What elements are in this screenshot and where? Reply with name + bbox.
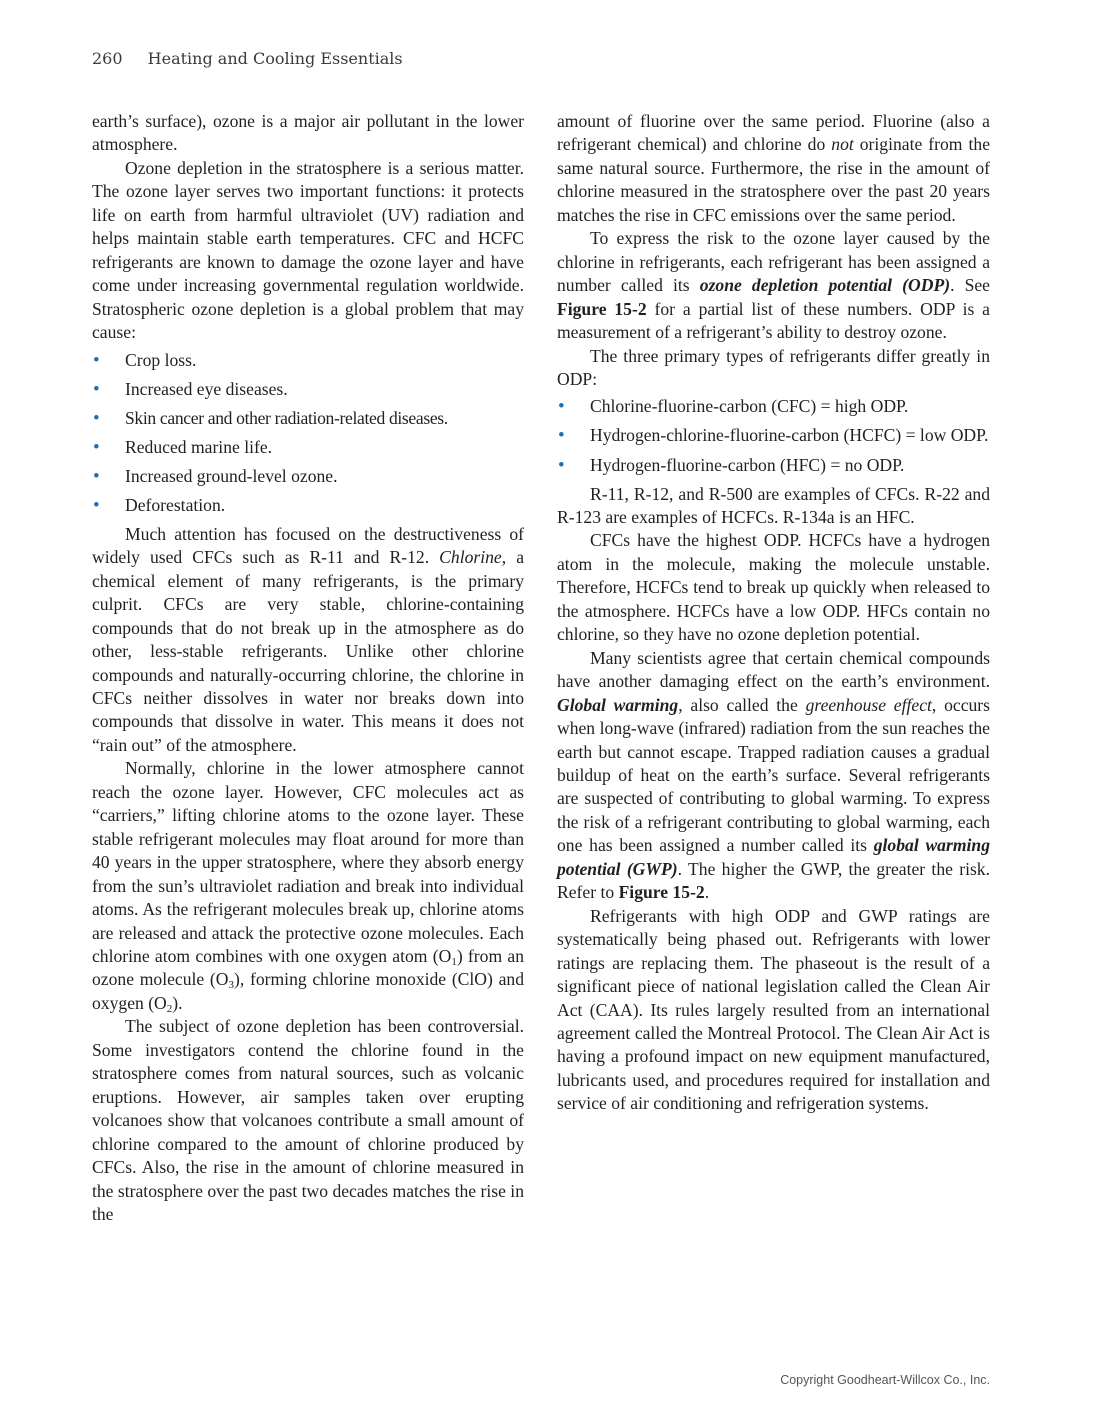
refrigerant-types-list (557, 395, 990, 477)
list-item: • Deforestation. (92, 494, 524, 517)
right-paragraph-4: R-11, R-12, and R-500 are examples of CFCs. R-22 and R-123 are examples of HCFCs. R-134a is an HFC. (557, 483, 990, 528)
global-warming-term: Global warming (557, 694, 679, 715)
list-item: • Hydrogen-chlorine-fluorine-carbon (HCFC) = low ODP. (557, 424, 990, 447)
right-paragraph-5: CFCs have the highest ODP. HCFCs have a hydrogen atom in the molecule, making the molecule unstable. Therefore, HCFCs tend to break up quickly when released to the atmosphere. HCFCs have a low ODP. HFCs contain no chlorine, so they have no ozone depletion potential. (557, 530, 990, 645)
left-column (92, 110, 524, 1226)
list-item: • Crop loss. (92, 349, 524, 372)
right-column (557, 110, 990, 1116)
chlorine-term: Chlorine (439, 547, 502, 568)
figure-reference: Figure 15-2 (557, 298, 647, 319)
figure-reference: Figure 15-2 (618, 882, 705, 903)
right-paragraph-6: Many scientists agree that certain chemical compounds have another damaging effect on the earth’s environment. Global warming, also called the greenhouse effect, occurs when long-wave (infrared) radiation from the sun reaches the earth but cannot escape. Trapped radiation causes a gradual buildup of heat on the earth’s surface. Several refrigerants are suspected of contributing to global warming. To express the risk of a refrigerant contributing to global warming, each one has been assigned a number called its global warming potential (GWP). The higher the GWP, the greater the risk. Refer to Figure 15-2. (557, 647, 991, 903)
left-paragraph-1: earth’s surface), ozone is a major air pollutant in the lower atmosphere. (92, 111, 524, 155)
odp-term: ozone depletion potential (ODP) (699, 275, 951, 296)
right-paragraph-2: To express the risk to the ozone layer caused by the chlorine in refrigerants, each refrigerant has been assigned a number called its ozone depletion potential (ODP). See Figure 15-2 for a partial list of these numbers. ODP is a measurement of a refrigerant’s ability to destroy ozone. (557, 228, 990, 343)
list-item: • Chlorine-fluorine-carbon (CFC) = high ODP. (557, 395, 990, 418)
book-title: Heating and Cooling Essentials (147, 49, 403, 68)
gwp-term: global warming potential (GWP) (557, 835, 990, 879)
right-paragraph-3: The three primary types of refrigerants differ greatly in ODP: (557, 345, 990, 389)
left-paragraph-3: Much attention has focused on the destructiveness of widely used CFCs such as R-11 and R-12. Chlorine, a chemical element of many refrigerants, is the primary culprit. CFCs are very stable, chlorine-containing compounds that do not break up in the atmosphere as do other, less-stable refrigerants. Unlike other chlorine compounds and naturally-occurring chlorine, the chlorine in CFCs neither dissolves in water nor breaks down into compounds that dissolve in water. This means it does not “rain out” of the atmosphere. (92, 523, 525, 755)
running-header (92, 49, 403, 68)
list-item: • Increased eye diseases. (92, 378, 524, 401)
list-item: • Skin cancer and other radiation-related diseases. (92, 407, 524, 430)
greenhouse-effect-term: greenhouse effect (805, 694, 932, 715)
left-paragraph-4: Normally, chlorine in the lower atmosphere cannot reach the ozone layer. However, CFC molecules act as “carriers,” lifting chlorine atoms to the ozone layer. These stable refrigerant molecules may float around for more than 40 years in the upper stratosphere, where they absorb energy from the sun’s ultraviolet radiation and break into individual atoms. As the refrigerant molecules break up, chlorine atoms are released and attack the protective ozone molecules. Each chlorine atom combines with one oxygen atom $(O_1)$ from an ozone molecule $(O_3)$, forming chlorine monoxide (ClO) and oxygen $(O_2)$. (92, 758, 524, 1015)
ozone-effects-list (92, 349, 524, 518)
list-item: • Increased ground-level ozone. (92, 465, 524, 488)
list-item: • Reduced marine life. (92, 436, 524, 459)
copyright-notice: Copyright Goodheart-Willcox Co., Inc. (780, 1373, 990, 1387)
right-paragraph-7: Refrigerants with high ODP and GWP ratings are systematically being phased out. Refrigerants with lower ratings are replacing them. The phaseout is the result of a significant piece of national legislation called the Clean Air Act (CAA). Its rules largely resulted from an international agreement called the Montreal Protocol. The Clean Air Act is having a profound impact on new equipment manufactured, lubricants used, and procedures required for installation and service of air conditioning and refrigeration systems. (557, 905, 990, 1114)
list-item: • Hydrogen-fluorine-carbon (HFC) = no ODP. (557, 454, 990, 477)
right-paragraph-1: amount of fluorine over the same period. Fluorine (also a refrigerant chemical) and chlorine do not originate from the same natural source. Furthermore, the rise in the amount of chlorine measured in the stratosphere over the past 20 years matches the rise in CFC emissions over the same period. (557, 111, 990, 225)
left-paragraph-5: The subject of ozone depletion has been controversial. Some investigators contend the chlorine found in the stratosphere comes from natural sources, such as volcanic eruptions. However, air samples taken over erupting volcanoes show that volcanoes contribute a small amount of chlorine compared to the amount of chlorine produced by CFCs. Also, the rise in the amount of chlorine measured in the stratosphere over the past two decades matches the rise in the (92, 1016, 524, 1224)
page-number: 260 (92, 49, 123, 68)
left-paragraph-2: Ozone depletion in the stratosphere is a serious matter. The ozone layer serves two important functions: it protects life on earth from harmful ultraviolet (UV) radiation and helps maintain stable earth temperatures. CFC and HCFC refrigerants are known to damage the ozone layer and have come under increasing governmental regulation worldwide. Stratospheric ozone depletion is a global problem that may cause: (92, 157, 524, 343)
